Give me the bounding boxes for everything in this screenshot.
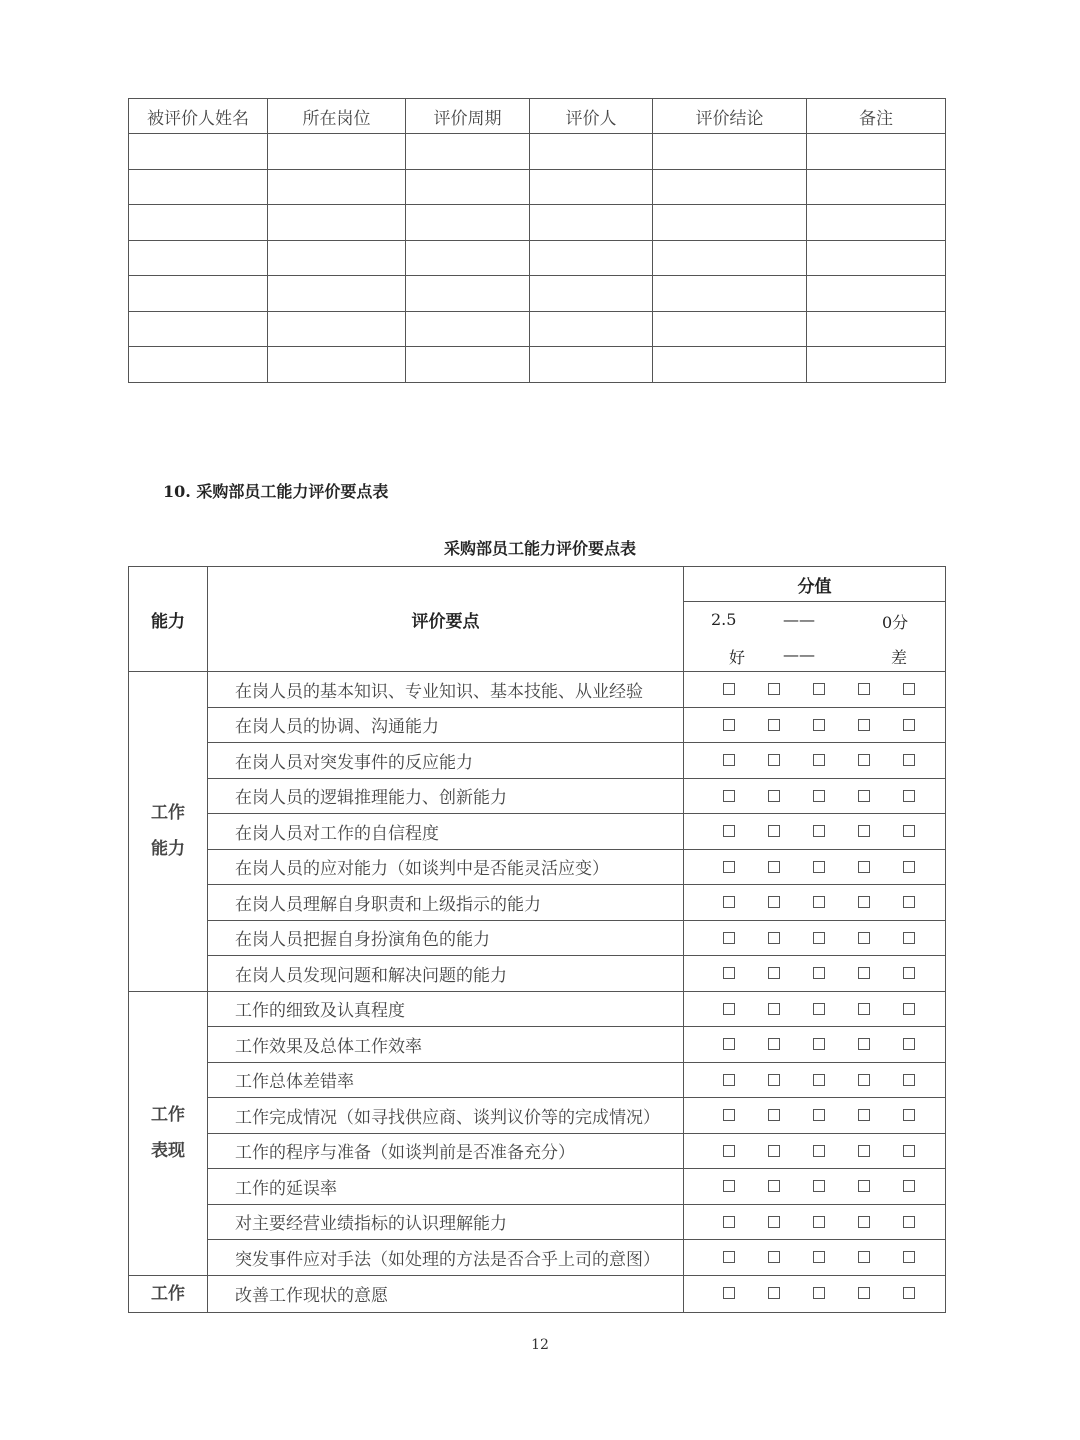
evaluation-table-cell[interactable]	[129, 240, 268, 276]
score-checkbox-icon[interactable]	[813, 932, 825, 944]
evaluation-table-cell[interactable]	[653, 205, 807, 241]
ability-table-row	[129, 1133, 946, 1169]
score-checkbox-icon[interactable]	[903, 1074, 915, 1086]
evaluation-table-cell[interactable]	[129, 276, 268, 312]
ability-category	[129, 991, 208, 1275]
score-checkbox-group	[684, 1240, 946, 1276]
evaluation-table-cell[interactable]	[268, 240, 406, 276]
ability-category-line: 工作	[151, 1105, 185, 1125]
score-checkbox-group	[684, 1133, 946, 1169]
evaluation-table-row	[129, 169, 946, 205]
score-checkbox-icon[interactable]	[768, 1109, 780, 1121]
score-checkbox-group	[684, 1204, 946, 1240]
score-checkbox-group	[684, 707, 946, 743]
score-checkbox-icon[interactable]	[858, 1180, 870, 1192]
score-checkbox-icon[interactable]	[858, 683, 870, 695]
score-checkbox-group	[684, 814, 946, 850]
ability-table-row	[129, 1275, 946, 1312]
score-checkbox-icon[interactable]	[723, 683, 735, 695]
header-ability: 能力	[129, 567, 208, 672]
score-checkbox-icon[interactable]	[723, 1145, 735, 1157]
ability-table-row	[129, 991, 946, 1027]
score-checkbox-icon[interactable]	[903, 967, 915, 979]
score-checkbox-icon[interactable]	[903, 1251, 915, 1263]
score-checkbox-icon[interactable]	[768, 683, 780, 695]
ability-category-line: 工作	[151, 1283, 185, 1304]
score-checkbox-icon[interactable]	[813, 967, 825, 979]
evaluation-table-cell[interactable]	[268, 169, 406, 205]
evaluation-table-cell[interactable]	[530, 276, 653, 312]
ability-table-row	[129, 1027, 946, 1063]
score-checkbox-icon[interactable]	[813, 1251, 825, 1263]
score-checkbox-icon[interactable]	[813, 1038, 825, 1050]
score-checkbox-group	[684, 920, 946, 956]
evaluation-table-cell[interactable]	[129, 205, 268, 241]
evaluation-table-cell[interactable]	[129, 347, 268, 383]
score-checkbox-icon[interactable]	[813, 1216, 825, 1228]
header-evaluation-period: 评价周期	[406, 99, 530, 134]
evaluation-table-cell[interactable]	[406, 169, 530, 205]
evaluation-table-cell[interactable]	[406, 134, 530, 170]
ability-table-row	[129, 1169, 946, 1205]
score-checkbox-icon[interactable]	[768, 1287, 780, 1299]
evaluation-table-cell[interactable]	[406, 205, 530, 241]
evaluation-table-row	[129, 134, 946, 170]
score-checkbox-icon[interactable]	[903, 861, 915, 873]
score-checkbox-group	[684, 778, 946, 814]
evaluation-table-cell[interactable]	[807, 169, 946, 205]
ability-table-row	[129, 814, 946, 850]
score-checkbox-icon[interactable]	[723, 1003, 735, 1015]
evaluation-table-cell[interactable]	[807, 205, 946, 241]
score-checkbox-group	[684, 1062, 946, 1098]
score-checkbox-group	[684, 956, 946, 992]
ability-table-row	[129, 920, 946, 956]
evaluation-point: 工作的延误率	[208, 1169, 684, 1205]
ability-table-row	[129, 1062, 946, 1098]
ability-table-row	[129, 707, 946, 743]
scale-low-label: 差	[891, 648, 908, 667]
score-checkbox-group	[684, 991, 946, 1027]
score-checkbox-icon[interactable]	[813, 861, 825, 873]
score-checkbox-icon[interactable]	[813, 896, 825, 908]
score-checkbox-icon[interactable]	[858, 754, 870, 766]
ability-table-row	[129, 1240, 946, 1276]
score-checkbox-icon[interactable]	[768, 1038, 780, 1050]
evaluation-point: 突发事件应对手法（如处理的方法是否合乎上司的意图）	[208, 1240, 684, 1276]
score-checkbox-icon[interactable]	[903, 1287, 915, 1299]
evaluation-point: 在岗人员的应对能力（如谈判中是否能灵活应变）	[208, 849, 684, 885]
score-checkbox-icon[interactable]	[858, 1038, 870, 1050]
score-checkbox-icon[interactable]	[903, 1109, 915, 1121]
score-checkbox-icon[interactable]	[858, 861, 870, 873]
score-checkbox-icon[interactable]	[813, 1180, 825, 1192]
evaluation-table-cell[interactable]	[653, 134, 807, 170]
score-checkbox-group	[684, 672, 946, 708]
page-number: 12	[531, 1337, 549, 1353]
table-caption: 采购部员工能力评价要点表	[443, 539, 636, 558]
evaluation-point: 在岗人员的协调、沟通能力	[208, 707, 684, 743]
evaluation-table-cell[interactable]	[653, 276, 807, 312]
ability-table-row	[129, 743, 946, 779]
evaluation-point: 在岗人员对突发事件的反应能力	[208, 743, 684, 779]
score-checkbox-icon[interactable]	[813, 790, 825, 802]
evaluation-table-cell[interactable]	[129, 134, 268, 170]
evaluation-table-cell[interactable]	[530, 347, 653, 383]
evaluation-table-cell[interactable]	[268, 311, 406, 347]
evaluation-table-cell[interactable]	[530, 134, 653, 170]
score-checkbox-icon[interactable]	[813, 683, 825, 695]
scale-high-value: 2.5	[711, 610, 737, 629]
evaluation-point: 在岗人员发现问题和解决问题的能力	[208, 956, 684, 992]
evaluation-table-cell[interactable]	[807, 347, 946, 383]
section-heading: 10. 采购部员工能力评价要点表	[163, 482, 389, 501]
score-checkbox-icon[interactable]	[768, 719, 780, 731]
evaluation-table-cell[interactable]	[129, 169, 268, 205]
score-checkbox-icon[interactable]	[903, 719, 915, 731]
score-checkbox-icon[interactable]	[723, 1287, 735, 1299]
evaluation-table-cell[interactable]	[807, 311, 946, 347]
header-evaluation-conclusion: 评价结论	[653, 99, 807, 134]
evaluation-table-cell[interactable]	[406, 311, 530, 347]
evaluation-table-cell[interactable]	[653, 347, 807, 383]
score-checkbox-icon[interactable]	[903, 825, 915, 837]
score-checkbox-icon[interactable]	[723, 861, 735, 873]
score-checkbox-icon[interactable]	[813, 754, 825, 766]
score-checkbox-icon[interactable]	[723, 1074, 735, 1086]
evaluation-table-row	[129, 311, 946, 347]
evaluation-point: 工作的细致及认真程度	[208, 991, 684, 1027]
score-checkbox-icon[interactable]	[813, 1145, 825, 1157]
evaluation-point: 工作的程序与准备（如谈判前是否准备充分）	[208, 1133, 684, 1169]
evaluation-point: 在岗人员理解自身职责和上级指示的能力	[208, 885, 684, 921]
score-checkbox-icon[interactable]	[858, 790, 870, 802]
score-checkbox-icon[interactable]	[723, 896, 735, 908]
header-evaluation-point: 评价要点	[208, 567, 684, 672]
score-checkbox-icon[interactable]	[723, 825, 735, 837]
evaluation-point: 工作完成情况（如寻找供应商、谈判议价等的完成情况）	[208, 1098, 684, 1134]
score-checkbox-icon[interactable]	[768, 1003, 780, 1015]
evaluation-point: 对主要经营业绩指标的认识理解能力	[208, 1204, 684, 1240]
scale-dash: ——	[783, 645, 815, 664]
score-checkbox-icon[interactable]	[723, 719, 735, 731]
evaluation-point: 在岗人员对工作的自信程度	[208, 814, 684, 850]
score-checkbox-icon[interactable]	[903, 932, 915, 944]
score-checkbox-icon[interactable]	[723, 1216, 735, 1228]
header-remarks: 备注	[807, 99, 946, 134]
score-checkbox-icon[interactable]	[858, 896, 870, 908]
score-checkbox-icon[interactable]	[903, 1180, 915, 1192]
score-checkbox-icon[interactable]	[768, 825, 780, 837]
score-checkbox-icon[interactable]	[858, 719, 870, 731]
score-checkbox-group	[684, 1169, 946, 1205]
score-checkbox-icon[interactable]	[858, 825, 870, 837]
score-checkbox-icon[interactable]	[858, 1109, 870, 1121]
score-checkbox-icon[interactable]	[858, 1003, 870, 1015]
score-checkbox-icon[interactable]	[858, 1074, 870, 1086]
evaluation-table-cell[interactable]	[406, 240, 530, 276]
score-checkbox-icon[interactable]	[723, 967, 735, 979]
evaluation-point: 工作效果及总体工作效率	[208, 1027, 684, 1063]
score-checkbox-icon[interactable]	[903, 1216, 915, 1228]
evaluation-table-cell[interactable]	[807, 134, 946, 170]
score-checkbox-icon[interactable]	[813, 1287, 825, 1299]
evaluation-point: 在岗人员把握自身扮演角色的能力	[208, 920, 684, 956]
score-checkbox-icon[interactable]	[813, 1074, 825, 1086]
score-checkbox-icon[interactable]	[858, 967, 870, 979]
evaluation-record-table	[128, 98, 946, 383]
score-checkbox-icon[interactable]	[768, 1216, 780, 1228]
ability-table-row	[129, 956, 946, 992]
score-checkbox-icon[interactable]	[723, 1038, 735, 1050]
evaluation-table-cell[interactable]	[268, 276, 406, 312]
ability-category-line: 工作	[151, 803, 185, 824]
evaluation-table-cell[interactable]	[530, 311, 653, 347]
evaluation-table-cell[interactable]	[406, 347, 530, 383]
ability-table-row	[129, 849, 946, 885]
score-checkbox-icon[interactable]	[813, 825, 825, 837]
score-checkbox-icon[interactable]	[768, 790, 780, 802]
score-checkbox-icon[interactable]	[858, 932, 870, 944]
score-checkbox-group	[684, 849, 946, 885]
score-checkbox-icon[interactable]	[813, 1109, 825, 1121]
score-checkbox-icon[interactable]	[723, 1180, 735, 1192]
evaluation-table-cell[interactable]	[653, 311, 807, 347]
score-checkbox-icon[interactable]	[813, 719, 825, 731]
scale-dash: ——	[783, 610, 815, 629]
score-checkbox-icon[interactable]	[768, 1180, 780, 1192]
evaluation-table-cell[interactable]	[406, 276, 530, 312]
evaluation-table-cell[interactable]	[268, 134, 406, 170]
ability-category-line: 能力	[151, 839, 185, 860]
ability-table-row	[129, 1204, 946, 1240]
evaluation-table-cell[interactable]	[807, 240, 946, 276]
ability-evaluation-table	[128, 566, 946, 1313]
score-checkbox-icon[interactable]	[723, 754, 735, 766]
score-checkbox-icon[interactable]	[903, 754, 915, 766]
score-checkbox-icon[interactable]	[858, 1145, 870, 1157]
scale-low-value: 0分	[882, 613, 909, 632]
score-checkbox-icon[interactable]	[858, 1287, 870, 1299]
score-checkbox-group	[684, 885, 946, 921]
score-checkbox-icon[interactable]	[903, 1145, 915, 1157]
ability-table-row	[129, 778, 946, 814]
evaluation-table-cell[interactable]	[268, 347, 406, 383]
header-evaluatee-name: 被评价人姓名	[129, 99, 268, 134]
score-checkbox-icon[interactable]	[768, 932, 780, 944]
score-checkbox-icon[interactable]	[903, 896, 915, 908]
score-checkbox-icon[interactable]	[768, 1074, 780, 1086]
score-checkbox-icon[interactable]	[723, 932, 735, 944]
ability-table-row	[129, 885, 946, 921]
score-checkbox-icon[interactable]	[858, 1251, 870, 1263]
evaluation-table-cell[interactable]	[653, 240, 807, 276]
evaluation-table-cell[interactable]	[530, 169, 653, 205]
evaluation-table-cell[interactable]	[268, 205, 406, 241]
score-checkbox-icon[interactable]	[903, 1003, 915, 1015]
score-checkbox-icon[interactable]	[768, 967, 780, 979]
evaluation-table-cell[interactable]	[807, 276, 946, 312]
score-checkbox-icon[interactable]	[903, 683, 915, 695]
ability-category	[129, 1275, 208, 1312]
evaluation-point: 在岗人员的逻辑推理能力、创新能力	[208, 778, 684, 814]
evaluation-table-row	[129, 276, 946, 312]
score-checkbox-icon[interactable]	[768, 1251, 780, 1263]
score-checkbox-icon[interactable]	[903, 1038, 915, 1050]
evaluation-table-cell[interactable]	[530, 240, 653, 276]
ability-table-header-row	[129, 567, 946, 602]
score-checkbox-group	[684, 1027, 946, 1063]
evaluation-point: 在岗人员的基本知识、专业知识、基本技能、从业经验	[208, 672, 684, 708]
evaluation-table-row	[129, 205, 946, 241]
evaluation-point: 改善工作现状的意愿	[208, 1275, 684, 1312]
ability-category-line: 表现	[151, 1141, 185, 1161]
evaluation-table-cell[interactable]	[653, 169, 807, 205]
evaluation-table-cell[interactable]	[129, 311, 268, 347]
evaluation-table-row	[129, 347, 946, 383]
evaluation-table-row	[129, 240, 946, 276]
score-checkbox-icon[interactable]	[768, 754, 780, 766]
header-score: 分值	[684, 567, 946, 602]
score-checkbox-icon[interactable]	[723, 790, 735, 802]
score-checkbox-icon[interactable]	[723, 1109, 735, 1121]
score-checkbox-icon[interactable]	[768, 1145, 780, 1157]
ability-table-row	[129, 672, 946, 708]
score-checkbox-group	[684, 1275, 946, 1312]
evaluation-table-header-row	[129, 99, 946, 134]
evaluation-point: 工作总体差错率	[208, 1062, 684, 1098]
score-checkbox-icon[interactable]	[768, 896, 780, 908]
score-checkbox-icon[interactable]	[768, 861, 780, 873]
ability-category	[129, 672, 208, 992]
scale-high-label: 好	[729, 648, 746, 667]
ability-table-row	[129, 1098, 946, 1134]
evaluation-table-cell[interactable]	[530, 205, 653, 241]
score-checkbox-group	[684, 1098, 946, 1134]
score-scale	[684, 602, 946, 672]
header-position: 所在岗位	[268, 99, 406, 134]
score-checkbox-icon[interactable]	[723, 1251, 735, 1263]
score-checkbox-icon[interactable]	[813, 1003, 825, 1015]
score-checkbox-group	[684, 743, 946, 779]
score-checkbox-icon[interactable]	[858, 1216, 870, 1228]
score-checkbox-icon[interactable]	[903, 790, 915, 802]
header-evaluator: 评价人	[530, 99, 653, 134]
